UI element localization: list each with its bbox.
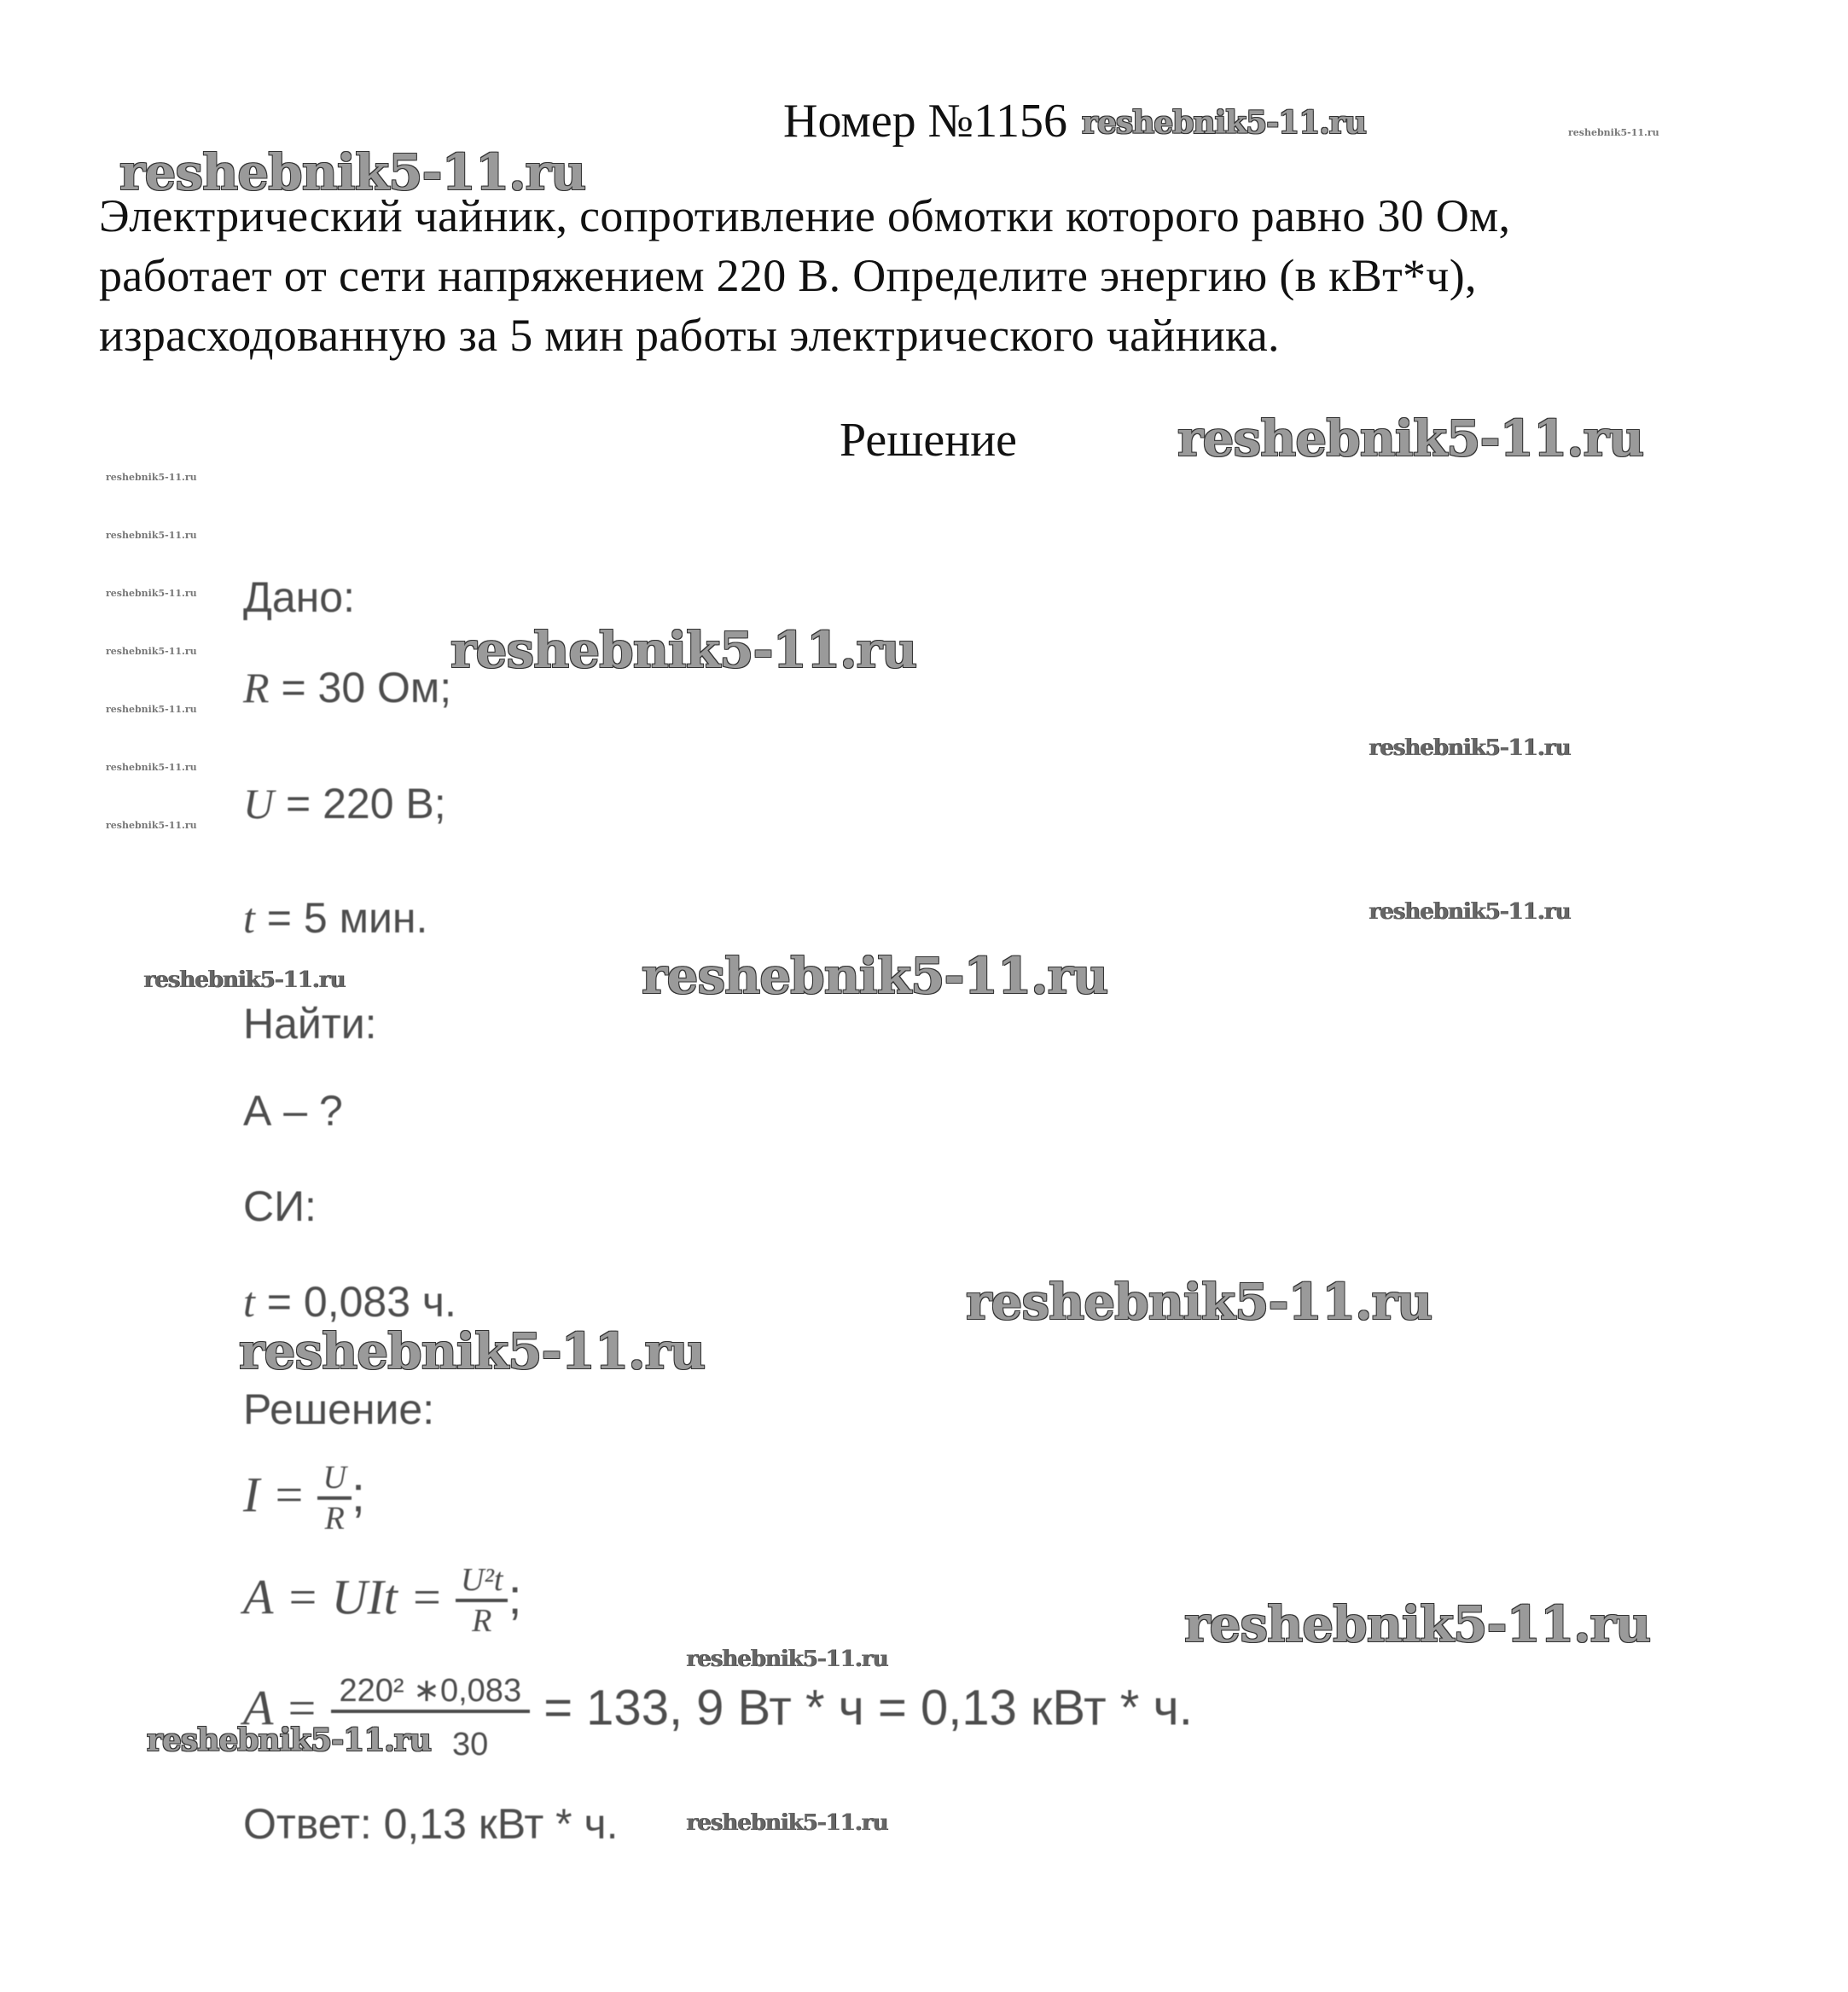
watermark: reshebnik5-11.ru (106, 820, 197, 831)
task-line-1: Электрический чайник, сопротивление обмотки которого равно 30 Ом, (99, 190, 1511, 241)
watermark: reshebnik5-11.ru (106, 704, 197, 715)
voltage-symbol: U (243, 780, 275, 828)
solution-label: Решение: (243, 1385, 435, 1433)
watermark: reshebnik5-11.ru (119, 143, 586, 201)
formula-work-lhs: А = UIt = (243, 1569, 456, 1625)
find-item: А – ? (243, 1087, 343, 1135)
page-title: Номер №1156 (783, 95, 1068, 148)
formula-end: ; (508, 1569, 522, 1625)
watermark: reshebnik5-11.ru (239, 1322, 706, 1380)
formula-current (243, 1459, 365, 1537)
watermark: reshebnik5-11.ru (1177, 409, 1644, 468)
watermark: reshebnik5-11.ru (450, 621, 917, 679)
si-label: СИ: (243, 1182, 317, 1230)
watermark: reshebnik5-11.ru (1568, 127, 1659, 138)
fraction-denominator: R (472, 1603, 492, 1639)
watermark: reshebnik5-11.ru (147, 1722, 431, 1758)
voltage-value: = 220 В; (274, 780, 446, 828)
formula-calc-lhs: A = (243, 1680, 331, 1736)
watermark: reshebnik5-11.ru (1369, 899, 1571, 925)
watermark: reshebnik5-11.ru (106, 472, 197, 483)
si-time-symbol: t (243, 1278, 255, 1326)
fraction-numerator: 220² ∗0,083 (331, 1672, 531, 1713)
time-value: = 5 мин. (254, 894, 428, 942)
given-label: Дано: (243, 573, 355, 621)
si-time-value: = 0,083 ч. (254, 1278, 456, 1326)
given-resistance (243, 662, 451, 713)
given-time (243, 892, 427, 944)
task-line-3: израсходованную за 5 мин работы электрического чайника. (99, 310, 1280, 361)
watermark: reshebnik5-11.ru (1369, 735, 1571, 761)
fraction-u2t-over-r (456, 1561, 508, 1640)
fraction-u-over-r (317, 1459, 351, 1537)
find-label: Найти: (243, 1000, 377, 1048)
watermark: reshebnik5-11.ru (106, 530, 197, 541)
answer: Ответ: 0,13 кВт * ч. (243, 1800, 619, 1848)
watermark: reshebnik5-11.ru (966, 1273, 1432, 1331)
formula-current-lhs: I = (243, 1466, 318, 1523)
si-time (243, 1276, 456, 1327)
formula-end: ; (351, 1466, 366, 1523)
solution-heading: Решение (840, 414, 1018, 467)
watermark: reshebnik5-11.ru (686, 1646, 888, 1672)
fraction-denominator-30: 30 (452, 1727, 489, 1763)
watermark: reshebnik5-11.ru (106, 646, 197, 657)
time-symbol: t (243, 894, 255, 942)
watermark: reshebnik5-11.ru (106, 762, 197, 773)
resistance-value: = 30 Ом; (269, 664, 452, 711)
formula-calc-rhs: = 133, 9 Вт * ч = 0,13 кВт * ч. (530, 1680, 1193, 1736)
fraction-numerator: U²t (456, 1561, 508, 1602)
resistance-symbol: R (243, 664, 270, 711)
watermark: reshebnik5-11.ru (143, 967, 346, 993)
watermark: reshebnik5-11.ru (686, 1810, 888, 1836)
task-line-2: работает от сети напряжением 220 В. Определите энергию (в кВт*ч), (99, 250, 1477, 301)
watermark: reshebnik5-11.ru (1184, 1595, 1651, 1653)
given-voltage (243, 778, 446, 829)
watermark: reshebnik5-11.ru (106, 588, 197, 599)
task-statement (99, 186, 1720, 365)
watermark: reshebnik5-11.ru (642, 947, 1108, 1005)
watermark: reshebnik5-11.ru (1082, 105, 1366, 141)
fraction-denominator: R (324, 1501, 345, 1536)
formula-work (243, 1561, 522, 1640)
fraction-numerator: U (317, 1459, 351, 1500)
